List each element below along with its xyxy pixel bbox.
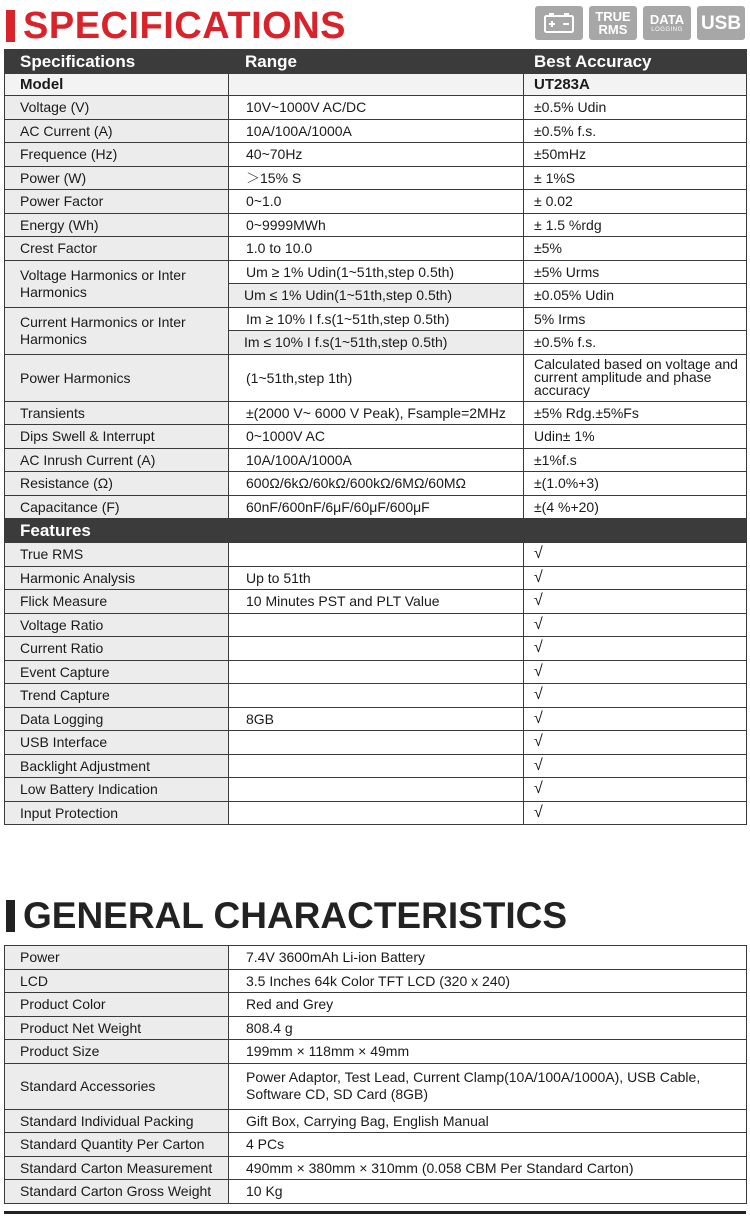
feature-detail [229, 684, 524, 708]
table-row [5, 660, 747, 684]
table-row [5, 801, 747, 825]
table-row [5, 119, 747, 143]
spec-accuracy: ±50mHz [524, 143, 747, 167]
spec-name: Voltage Harmonics or Inter Harmonics [5, 260, 229, 307]
characteristic-name: LCD [5, 969, 229, 993]
spec-accuracy: 5% Irms [524, 307, 747, 331]
characteristic-name: Product Net Weight [5, 1016, 229, 1040]
spec-range: Im ≥ 10% I f.s(1~51th,step 0.5th) [229, 307, 524, 331]
table-row [5, 754, 747, 778]
spec-range: 10A/100A/1000A [229, 448, 524, 472]
model-row [5, 74, 747, 96]
characteristic-value: 199mm × 118mm × 49mm [229, 1040, 747, 1064]
table-row [5, 1063, 747, 1109]
feature-detail: Up to 51th [229, 566, 524, 590]
feature-name: Input Protection [5, 801, 229, 825]
spec-name: Frequence (Hz) [5, 143, 229, 167]
feature-detail [229, 801, 524, 825]
spec-range: ＞15% S [229, 166, 524, 190]
feature-detail [229, 754, 524, 778]
table-row [5, 613, 747, 637]
spec-accuracy: ± 1%S [524, 166, 747, 190]
table-row [5, 260, 747, 284]
check-mark: √ [524, 637, 747, 661]
check-mark: √ [524, 778, 747, 802]
characteristic-name: Power [5, 946, 229, 970]
feature-name: Low Battery Indication [5, 778, 229, 802]
spec-name: Voltage (V) [5, 96, 229, 120]
table-row [5, 969, 747, 993]
header-range: Range [229, 50, 524, 74]
table-row [5, 543, 747, 567]
spec-name: Power (W) [5, 166, 229, 190]
feature-detail [229, 613, 524, 637]
feature-name: Current Ratio [5, 637, 229, 661]
characteristic-name: Standard Accessories [5, 1063, 229, 1109]
spec-accuracy: ±0.05% Udin [524, 284, 747, 308]
general-characteristics-title: GENERAL CHARACTERISTICS [23, 895, 568, 936]
table-row [5, 1109, 747, 1133]
spec-name: AC Current (A) [5, 119, 229, 143]
table-row [5, 213, 747, 237]
header-specifications: Specifications [5, 50, 229, 74]
spec-range: 40~70Hz [229, 143, 524, 167]
table-row [5, 993, 747, 1017]
general-characteristics-table [4, 945, 747, 1204]
characteristic-value: Power Adaptor, Test Lead, Current Clamp(10A/100A/1000A), USB Cable, Software CD, SD Card (8GB) [229, 1063, 747, 1109]
spec-name: Current Harmonics or Inter Harmonics [5, 307, 229, 354]
table-row [5, 707, 747, 731]
table-row [5, 778, 747, 802]
feature-detail [229, 731, 524, 755]
spec-accuracy: ± 0.02 [524, 190, 747, 214]
spec-name: Dips Swell & Interrupt [5, 425, 229, 449]
table-row [5, 731, 747, 755]
characteristic-value: Gift Box, Carrying Bag, English Manual [229, 1109, 747, 1133]
spec-accuracy: ±5% [524, 237, 747, 261]
spec-name: Transients [5, 401, 229, 425]
table-row [5, 143, 747, 167]
characteristic-name: Standard Carton Gross Weight [5, 1180, 229, 1204]
table-row [5, 1016, 747, 1040]
check-mark: √ [524, 754, 747, 778]
spec-range: 60nF/600nF/6μF/60μF/600μF [229, 495, 524, 519]
feature-badges [535, 6, 745, 40]
table-row [5, 637, 747, 661]
characteristic-value: 10 Kg [229, 1180, 747, 1204]
spec-range: 0~1.0 [229, 190, 524, 214]
check-mark: √ [524, 566, 747, 590]
feature-name: Event Capture [5, 660, 229, 684]
model-label: Model [5, 74, 229, 96]
characteristic-value: 4 PCs [229, 1133, 747, 1157]
feature-detail: 8GB [229, 707, 524, 731]
spec-name: Energy (Wh) [5, 213, 229, 237]
general-characteristics-heading [6, 896, 567, 936]
table-row [5, 166, 747, 190]
heading-marker [6, 900, 15, 932]
feature-name: Voltage Ratio [5, 613, 229, 637]
feature-name: USB Interface [5, 731, 229, 755]
check-mark: √ [524, 801, 747, 825]
spec-accuracy: ±0.5% f.s. [524, 331, 747, 355]
model-range-empty [229, 74, 524, 96]
table-row [5, 566, 747, 590]
spec-name: Power Harmonics [5, 354, 229, 401]
spec-accuracy: ±(4 %+20) [524, 495, 747, 519]
spec-name: Capacitance (F) [5, 495, 229, 519]
spec-range: 600Ω/6kΩ/60kΩ/600kΩ/6MΩ/60MΩ [229, 472, 524, 496]
usb-badge: USB [697, 6, 745, 40]
spec-accuracy: Calculated based on voltage and current amplitude and phase accuracy [524, 354, 747, 401]
spec-accuracy: ±0.5% f.s. [524, 119, 747, 143]
feature-name: Flick Measure [5, 590, 229, 614]
spec-range: Um ≥ 1% Udin(1~51th,step 0.5th) [229, 260, 524, 284]
table-row [5, 946, 747, 970]
feature-name: True RMS [5, 543, 229, 567]
spec-accuracy: ±(1.0%+3) [524, 472, 747, 496]
header-best-accuracy: Best Accuracy [524, 50, 747, 74]
spec-range: (1~51th,step 1th) [229, 354, 524, 401]
heading-marker [6, 10, 15, 42]
spec-range: 1.0 to 10.0 [229, 237, 524, 261]
features-title: Features [5, 519, 747, 543]
table-row [5, 590, 747, 614]
table-header [5, 50, 747, 74]
spec-accuracy: ± 1.5 %rdg [524, 213, 747, 237]
spec-accuracy: ±0.5% Udin [524, 96, 747, 120]
table-row [5, 237, 747, 261]
check-mark: √ [524, 731, 747, 755]
table-row [5, 1040, 747, 1064]
table-row [5, 684, 747, 708]
specifications-title: SPECIFICATIONS [23, 4, 346, 47]
check-mark: √ [524, 707, 747, 731]
spec-range: 0~9999MWh [229, 213, 524, 237]
spec-name: Crest Factor [5, 237, 229, 261]
feature-name: Data Logging [5, 707, 229, 731]
feature-detail [229, 660, 524, 684]
feature-name: Trend Capture [5, 684, 229, 708]
spec-name: Resistance (Ω) [5, 472, 229, 496]
spec-name: Power Factor [5, 190, 229, 214]
check-mark: √ [524, 590, 747, 614]
table-row [5, 448, 747, 472]
table-row [5, 1180, 747, 1204]
true-rms-badge: TRUE RMS [589, 6, 637, 40]
characteristic-value: 7.4V 3600mAh Li-ion Battery [229, 946, 747, 970]
check-mark: √ [524, 613, 747, 637]
feature-name: Harmonic Analysis [5, 566, 229, 590]
characteristic-value: 808.4 g [229, 1016, 747, 1040]
table-row [5, 495, 747, 519]
spec-name: AC Inrush Current (A) [5, 448, 229, 472]
feature-detail [229, 778, 524, 802]
feature-detail [229, 543, 524, 567]
characteristic-value: 3.5 Inches 64k Color TFT LCD (320 x 240) [229, 969, 747, 993]
characteristic-name: Product Color [5, 993, 229, 1017]
table-row [5, 96, 747, 120]
table-row [5, 1156, 747, 1180]
spec-accuracy: Udin± 1% [524, 425, 747, 449]
spec-range: 0~1000V AC [229, 425, 524, 449]
feature-detail [229, 637, 524, 661]
battery-icon [535, 6, 583, 40]
check-mark: √ [524, 543, 747, 567]
model-value: UT283A [524, 74, 747, 96]
table-row [5, 354, 747, 401]
characteristic-name: Product Size [5, 1040, 229, 1064]
feature-name: Backlight Adjustment [5, 754, 229, 778]
features-header [5, 519, 747, 543]
spec-range: 10V~1000V AC/DC [229, 96, 524, 120]
specifications-table [4, 49, 747, 825]
table-row [5, 425, 747, 449]
spec-range: Um ≤ 1% Udin(1~51th,step 0.5th) [229, 284, 524, 308]
bottom-divider [4, 1211, 746, 1214]
spec-range: 10A/100A/1000A [229, 119, 524, 143]
characteristic-name: Standard Quantity Per Carton [5, 1133, 229, 1157]
table-row [5, 190, 747, 214]
check-mark: √ [524, 684, 747, 708]
characteristic-name: Standard Individual Packing [5, 1109, 229, 1133]
characteristic-value: Red and Grey [229, 993, 747, 1017]
table-row [5, 1133, 747, 1157]
characteristic-value: 490mm × 380mm × 310mm (0.058 CBM Per Standard Carton) [229, 1156, 747, 1180]
spec-range: Im ≤ 10% I f.s(1~51th,step 0.5th) [229, 331, 524, 355]
specifications-heading [6, 6, 346, 46]
spec-accuracy: ±5% Urms [524, 260, 747, 284]
data-logging-badge: DATA LOGGING [643, 6, 691, 40]
table-row [5, 401, 747, 425]
feature-detail: 10 Minutes PST and PLT Value [229, 590, 524, 614]
spec-accuracy: ±1%f.s [524, 448, 747, 472]
spec-range: ±(2000 V~ 6000 V Peak), Fsample=2MHz [229, 401, 524, 425]
characteristic-name: Standard Carton Measurement [5, 1156, 229, 1180]
check-mark: √ [524, 660, 747, 684]
table-row [5, 307, 747, 331]
spec-accuracy: ±5% Rdg.±5%Fs [524, 401, 747, 425]
table-row [5, 472, 747, 496]
